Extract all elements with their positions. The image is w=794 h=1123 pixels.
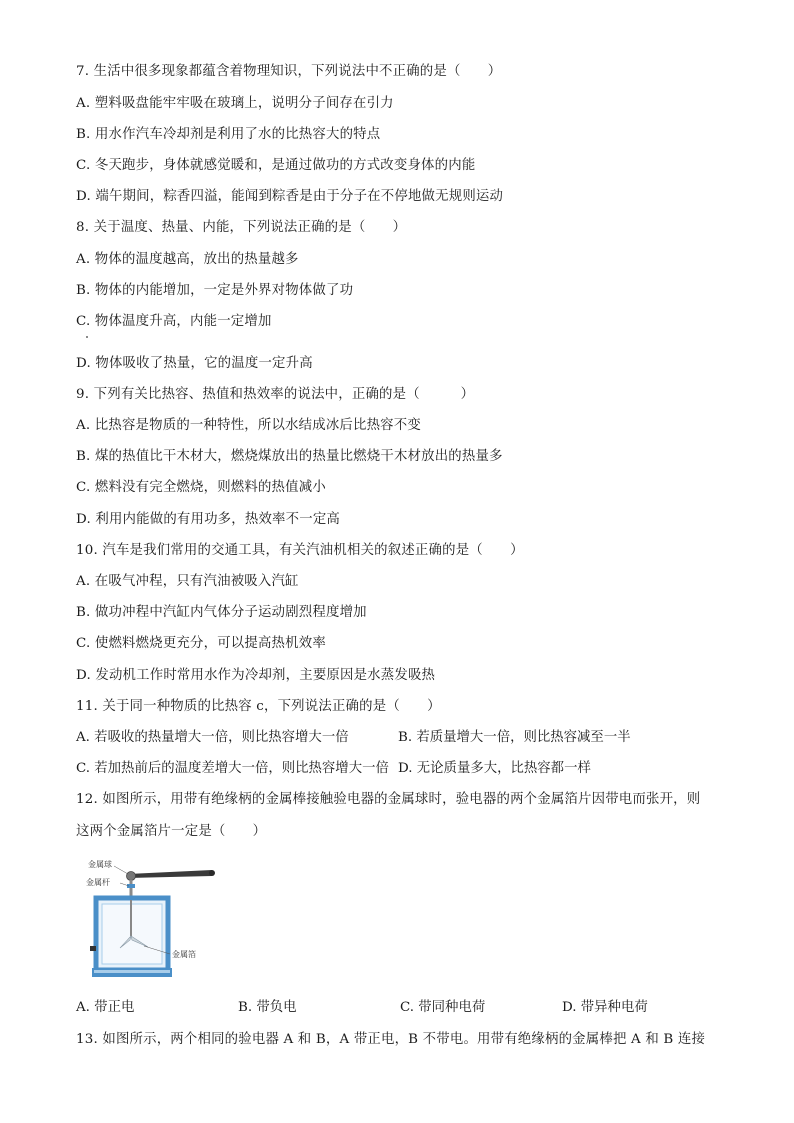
q8-stem: 8. 关于温度、热量、内能，下列说法正确的是（ ） [76,220,407,235]
q7-option-a: A. 塑料吸盘能牢牢吸在玻璃上，说明分子间存在引力 [76,96,394,111]
q12-option-d: D. 带异种电荷 [562,1000,648,1015]
q8-option-d: D. 物体吸收了热量，它的温度一定升高 [76,356,313,371]
q9-stem: 9. 下列有关比热容、热值和热效率的说法中，正确的是（ ） [76,387,475,402]
q12-option-b: B. 带负电 [238,1000,297,1015]
q12-option-a: A. 带正电 [76,1000,135,1015]
q10-option-c: C. 使燃料燃烧更充分，可以提高热机效率 [76,636,326,651]
q11-option-c: C. 若加热前后的温度差增大一倍，则比热容增大一倍 [76,761,389,776]
q11-option-d: D. 无论质量多大，比热容都一样 [398,761,591,776]
q12-option-c: C. 带同种电荷 [400,1000,486,1015]
leader-ball [114,866,128,874]
q7-option-b: B. 用水作汽车冷却剂是利用了水的比热容大的特点 [76,127,381,142]
rod-tip [209,870,215,876]
q12-stem-line2: 这两个金属箔片一定是（ ） [76,824,267,839]
label-metal-rod: 金属杆 [86,878,110,887]
q7-stem: 7. 生活中很多现象都蕴含着物理知识，下列说法中不正确的是（ ） [76,64,502,79]
q8-option-a: A. 物体的温度越高，放出的热量越多 [76,252,299,267]
q7-option-d: D. 端午期间，粽香四溢，能闻到粽香是由于分子在不停地做无规则运动 [76,189,504,204]
base-highlight [94,970,170,973]
q10-option-d: D. 发动机工作时常用水作为冷却剂，主要原因是水蒸发吸热 [76,668,436,683]
q9-option-c: C. 燃料没有完全燃烧，则燃料的热值减小 [76,480,326,495]
q9-option-a: A. 比热容是物质的一种特性，所以水结成冰后比热容不变 [76,418,421,433]
q13-stem-line1: 13. 如图所示，两个相同的验电器 A 和 B，A 带正电，B 不带电。用带有绝缘柄的金属棒把 A 和 B 连接 [76,1032,706,1047]
insulated-rod [128,870,212,878]
q7-option-c: C. 冬天跑步，身体就感觉暖和，是通过做功的方式改变身体的内能 [76,158,476,173]
stopper [127,884,135,888]
side-knob [90,946,96,951]
label-metal-foil: 金属箔 [172,950,196,959]
q9-option-d: D. 利用内能做的有用功多，热效率不一定高 [76,512,341,527]
metal-ball [127,872,136,881]
q11-option-b: B. 若质量增大一倍，则比热容减至一半 [398,730,631,745]
q10-stem: 10. 汽车是我们常用的交通工具，有关汽油机相关的叙述正确的是（ ） [76,543,524,558]
q11-stem: 11. 关于同一种物质的比热容 c，下列说法正确的是（ ） [76,699,441,714]
q11-option-a: A. 若吸收的热量增大一倍，则比热容增大一倍 [76,730,349,745]
q10-option-a: A. 在吸气冲程，只有汽油被吸入汽缸 [76,574,299,589]
electroscope-figure [84,854,224,984]
stray-dot [86,336,88,338]
q9-option-b: B. 煤的热值比干木材大，燃烧煤放出的热量比燃烧干木材放出的热量多 [76,449,503,464]
q12-stem-line1: 12. 如图所示，用带有绝缘柄的金属棒接触验电器的金属球时，验电器的两个金属箔片因带电而张开，则 [76,792,701,807]
q10-option-b: B. 做功冲程中汽缸内气体分子运动剧烈程度增加 [76,605,367,620]
q8-option-c: C. 物体温度升高，内能一定增加 [76,314,272,329]
label-metal-ball: 金属球 [88,860,112,869]
q8-option-b: B. 物体的内能增加，一定是外界对物体做了功 [76,283,354,298]
